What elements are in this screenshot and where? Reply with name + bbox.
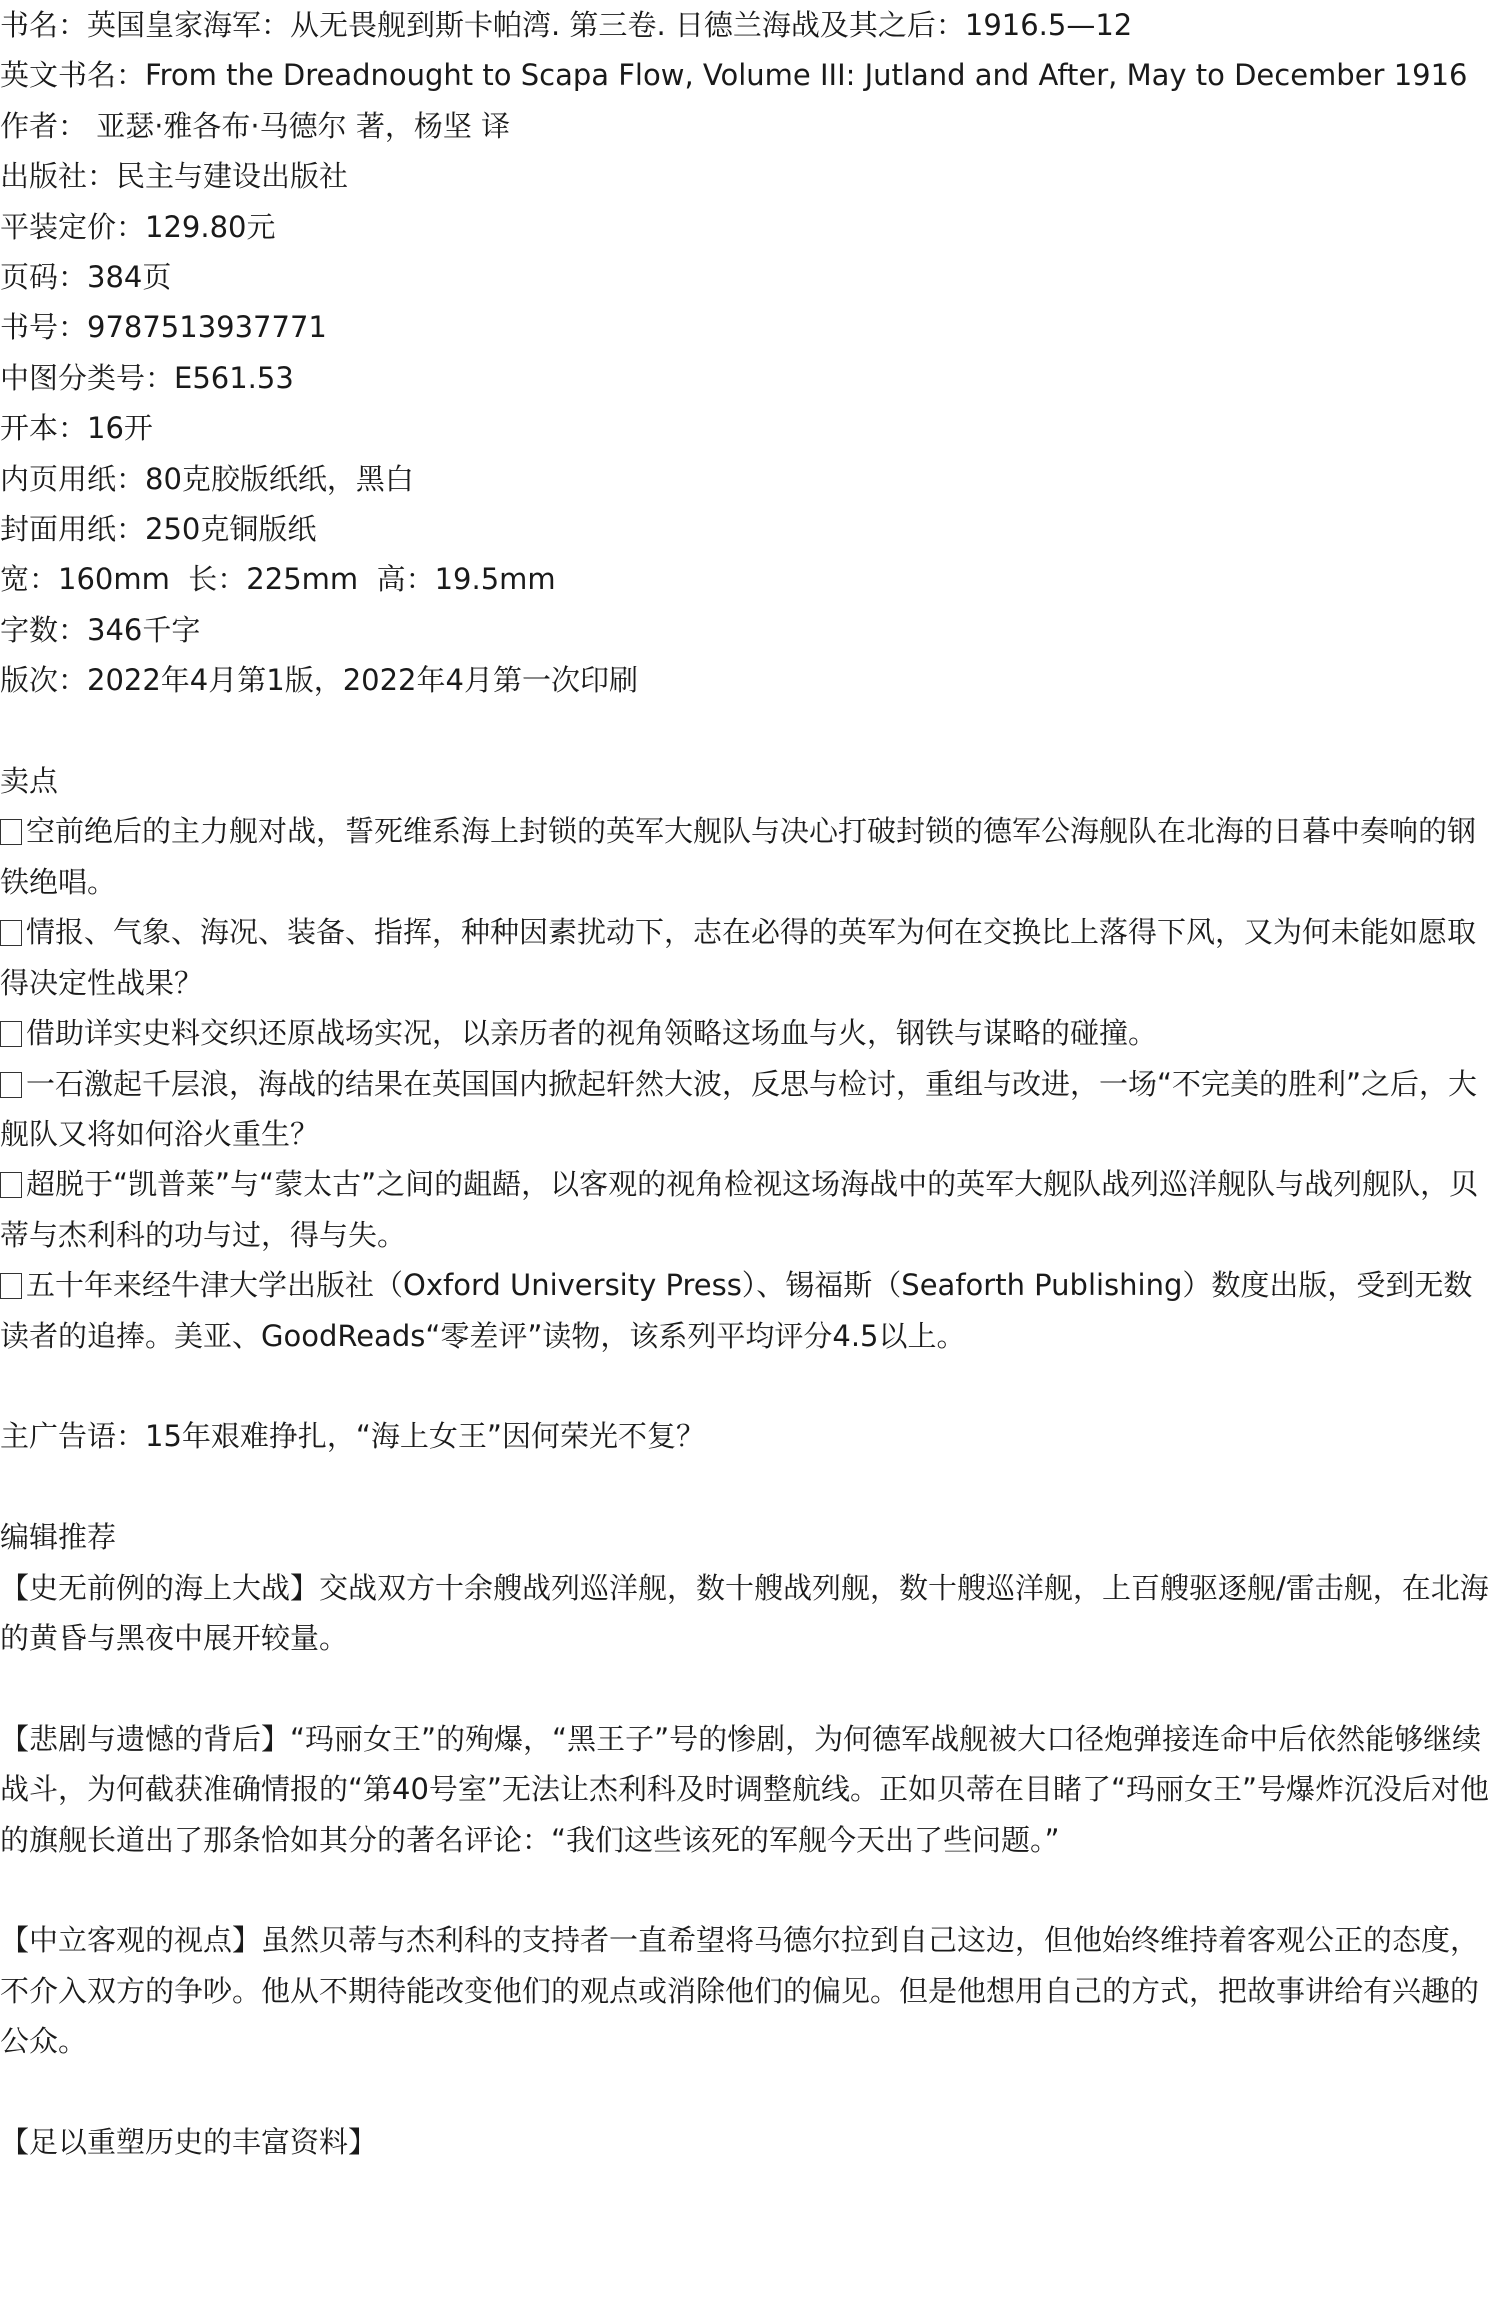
selling-point-text: 五十年来经牛津大学出版社（Oxford University Press）、锡福斯（Seaforth Publishing）数度出版，受到无数读者的追捧。美亚、GoodReads“零差评”读物，该系列平均评分4.5以上。 <box>0 1268 1473 1353</box>
price: 平装定价：129.80元 <box>0 209 276 244</box>
author: 作者： 亚瑟·雅各布·马德尔 著，杨坚 译 <box>0 108 511 143</box>
editor-paragraph: 【中立客观的视点】虽然贝蒂与杰利科的支持者一直希望将马德尔拉到自己这边，但他始终维持着客观公正的态度，不介入双方的争吵。他从不期待能改变他们的观点或消除他们的偏见。但是他想用自己的方式，把故事讲给有兴趣的公众。 <box>0 1923 1480 2059</box>
checkbox-bullet-icon <box>0 920 22 946</box>
checkbox-bullet-icon <box>0 819 22 845</box>
checkbox-bullet-icon <box>0 1172 22 1198</box>
book-format: 开本：16开 <box>0 411 153 446</box>
selling-point-text: 超脱于“凯普莱”与“蒙太古”之间的龃龉，以客观的视角检视这场海战中的英军大舰队战列巡洋舰队与战列舰队，贝蒂与杰利科的功与过，得与失。 <box>0 1167 1479 1252</box>
publisher: 出版社：民主与建设出版社 <box>0 159 349 194</box>
clc-number: 中图分类号：E561.53 <box>0 360 294 395</box>
spacer <box>0 1663 1500 1713</box>
selling-point-text: 借助详实史料交织还原战场实况，以亲历者的视角领略这场血与火，钢铁与谋略的碰撞。 <box>26 1016 1158 1051</box>
editor-paragraph: 【史无前例的海上大战】交战双方十余艘战列巡洋舰，数十艘战列舰，数十艘巡洋舰，上百艘驱逐舰/雷击舰，在北海的黄昏与黑夜中展开较量。 <box>0 1570 1489 1655</box>
editor-paragraph: 【悲剧与遗憾的背后】“玛丽女王”的殉爆，“黑王子”号的惨剧，为何德军战舰被大口径炮弹接连命中后依然能够继续战斗，为何截获准确情报的“第40号室”无法让杰利科及时调整航线。正如贝蒂在目睹了“玛丽女王”号爆炸沉没后对他的旗舰长道出了那条恰如其分的著名评论：“我们这些该死的军舰今天出了些问题。” <box>0 1721 1489 1857</box>
selling-points-heading: 卖点 <box>0 764 59 799</box>
edition: 版次：2022年4月第1版，2022年4月第一次印刷 <box>0 663 638 698</box>
dimensions: 宽：160mm 长：225mm 高：19.5mm <box>0 562 556 597</box>
page-count: 页码：384页 <box>0 260 172 295</box>
editor-recommendation-heading: 编辑推荐 <box>0 1520 117 1555</box>
selling-point-text: 情报、气象、海况、装备、指挥，种种因素扰动下，志在必得的英军为何在交换比上落得下风，又为何未能如愿取得决定性战果？ <box>0 915 1477 1000</box>
inner-paper: 内页用纸：80克胶版纸纸，黑白 <box>0 461 414 496</box>
selling-point-item <box>0 1260 1500 1361</box>
word-count: 字数：346千字 <box>0 612 201 647</box>
english-title: 英文书名：From the Dreadnought to Scapa Flow, Volume III: Jutland and After, May to December 1916 <box>0 58 1468 93</box>
selling-point-item <box>0 1159 1500 1260</box>
checkbox-bullet-icon <box>0 1072 22 1098</box>
spacer <box>0 1361 1500 1411</box>
selling-point-text: 空前绝后的主力舰对战，誓死维系海上封锁的英军大舰队与决心打破封锁的德军公海舰队在北海的日暮中奏响的钢铁绝唱。 <box>0 814 1477 899</box>
spacer <box>0 1865 1500 1915</box>
main-slogan: 主广告语：15年艰难挣扎，“海上女王”因何荣光不复？ <box>0 1419 705 1454</box>
spacer <box>0 1462 1500 1512</box>
checkbox-bullet-icon <box>0 1273 22 1299</box>
selling-point-item <box>0 806 1500 907</box>
isbn: 书号：9787513937771 <box>0 310 327 345</box>
editor-paragraph: 【足以重塑历史的丰富资料】 <box>0 2124 378 2159</box>
selling-point-item <box>0 1059 1500 1160</box>
selling-point-item <box>0 907 1500 1008</box>
checkbox-bullet-icon <box>0 1021 22 1047</box>
selling-point-text: 一石激起千层浪，海战的结果在英国国内掀起轩然大波，反思与检讨，重组与改进，一场“不完美的胜利”之后，大舰队又将如何浴火重生？ <box>0 1066 1478 1151</box>
cover-paper: 封面用纸：250克铜版纸 <box>0 512 317 547</box>
spacer <box>0 2067 1500 2117</box>
selling-point-item <box>0 1008 1500 1058</box>
spacer <box>0 706 1500 756</box>
book-title: 书名：英国皇家海军：从无畏舰到斯卡帕湾. 第三卷. 日德兰海战及其之后：1916.5—12 <box>0 8 1133 42</box>
